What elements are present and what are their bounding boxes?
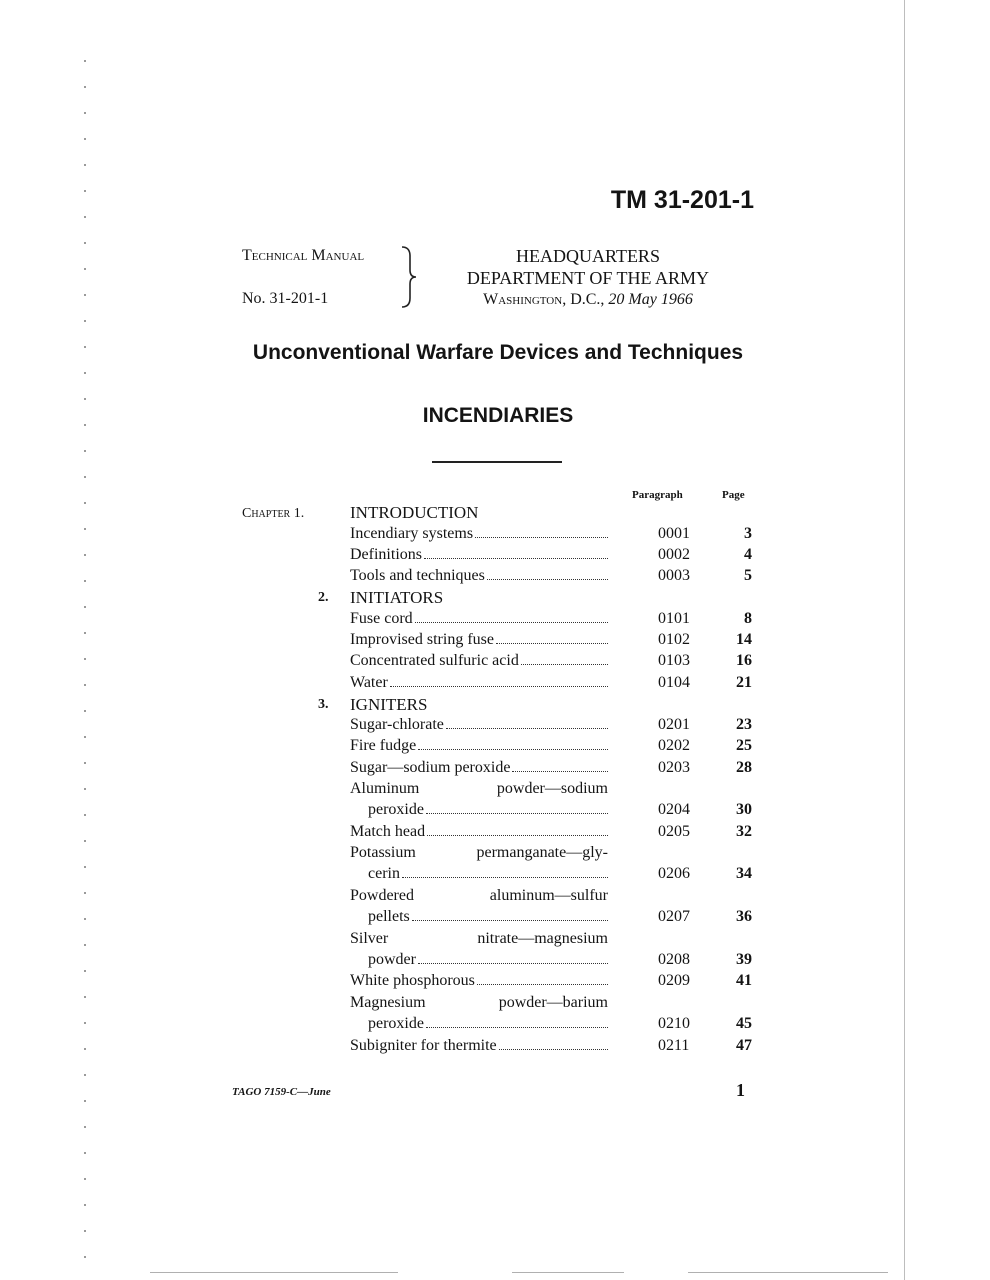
page-number: 30 bbox=[736, 801, 752, 818]
dot-leader bbox=[402, 865, 608, 878]
paragraph-number: 0103 bbox=[658, 652, 690, 669]
dot-leader bbox=[521, 652, 608, 665]
toc-entry[interactable] bbox=[350, 823, 608, 841]
location: Washington, D.C., bbox=[483, 291, 605, 308]
manual-number: No. 31-201-1 bbox=[242, 290, 329, 307]
document-subtitle: INCENDIARIES bbox=[422, 404, 574, 427]
page-number: 4 bbox=[744, 546, 752, 563]
footer-page-number: 1 bbox=[736, 1080, 745, 1100]
dot-leader bbox=[418, 737, 608, 750]
toc-entry[interactable] bbox=[350, 567, 608, 585]
page-number: 36 bbox=[736, 908, 752, 925]
paragraph-number: 0003 bbox=[658, 567, 690, 584]
paragraph-number: 0208 bbox=[658, 951, 690, 968]
manual-label: Technical Manual bbox=[242, 247, 365, 264]
dot-leader bbox=[487, 567, 608, 580]
dot-leader bbox=[412, 908, 608, 921]
paragraph-number: 0205 bbox=[658, 823, 690, 840]
toc-entry[interactable] bbox=[350, 525, 608, 543]
page-number: 16 bbox=[736, 652, 752, 669]
toc-entry-title-line1: Powdered aluminum—sulfur bbox=[350, 887, 608, 904]
page-number: 8 bbox=[744, 610, 752, 627]
toc-entry-title: Water bbox=[350, 674, 388, 691]
bottom-rule bbox=[688, 1272, 888, 1273]
bottom-rule bbox=[150, 1272, 398, 1273]
toc-entry[interactable] bbox=[368, 801, 608, 819]
column-header-page: Page bbox=[722, 489, 745, 501]
page-number: 41 bbox=[736, 972, 752, 989]
toc-entry[interactable] bbox=[350, 674, 608, 692]
binding-dots bbox=[84, 60, 86, 1260]
paragraph-number: 0001 bbox=[658, 525, 690, 542]
toc-entry-title: Concentrated sulfuric acid bbox=[350, 652, 519, 669]
toc-entry-title-line1: Potassium permanganate—gly- bbox=[350, 844, 608, 861]
toc-entry[interactable] bbox=[368, 908, 608, 926]
column-header-paragraph: Paragraph bbox=[632, 489, 683, 501]
page-number: 21 bbox=[736, 674, 752, 691]
toc-entry-title-line1: Magnesium powder—barium bbox=[350, 994, 608, 1011]
paragraph-number: 0104 bbox=[658, 674, 690, 691]
toc-entry[interactable] bbox=[368, 865, 608, 883]
dot-leader bbox=[475, 525, 608, 538]
toc-entry[interactable] bbox=[350, 1037, 608, 1055]
toc-entry[interactable] bbox=[350, 737, 608, 755]
headquarters-line: HEADQUARTERS bbox=[516, 246, 660, 266]
toc-entry-title: Definitions bbox=[350, 546, 422, 563]
department-line: DEPARTMENT OF THE ARMY bbox=[466, 268, 710, 288]
chapter-title: INITIATORS bbox=[350, 588, 444, 607]
page-number: 14 bbox=[736, 631, 752, 648]
paragraph-number: 0210 bbox=[658, 1015, 690, 1032]
dot-leader bbox=[499, 1037, 608, 1050]
toc-entry-title: Tools and techniques bbox=[350, 567, 485, 584]
paragraph-number: 0201 bbox=[658, 716, 690, 733]
dot-leader bbox=[512, 759, 608, 772]
page-number: 32 bbox=[736, 823, 752, 840]
toc-entry-title: Incendiary systems bbox=[350, 525, 474, 542]
toc-entry-title: Sugar-chlorate bbox=[350, 716, 444, 733]
toc-entry-title: Fire fudge bbox=[350, 737, 417, 754]
toc-entry-title: Fuse cord bbox=[350, 610, 413, 627]
page-number: 25 bbox=[736, 737, 752, 754]
paragraph-number: 0101 bbox=[658, 610, 690, 627]
toc-entry[interactable] bbox=[350, 972, 608, 990]
dot-leader bbox=[426, 1015, 608, 1028]
location-date-line bbox=[440, 291, 736, 309]
dot-leader bbox=[427, 823, 608, 836]
toc-entry-title: powder bbox=[368, 951, 416, 968]
brace-icon bbox=[400, 246, 422, 308]
toc-entry[interactable] bbox=[368, 1015, 608, 1033]
dot-leader bbox=[418, 951, 608, 964]
toc-entry[interactable] bbox=[368, 951, 608, 969]
page-number: 28 bbox=[736, 759, 752, 776]
paragraph-number: 0211 bbox=[658, 1037, 690, 1054]
title-rule bbox=[432, 461, 562, 463]
page-edge-line bbox=[904, 0, 905, 1280]
bottom-rule bbox=[512, 1272, 624, 1273]
dot-leader bbox=[426, 801, 608, 814]
dot-leader bbox=[390, 674, 608, 687]
page-number: 47 bbox=[736, 1037, 752, 1054]
toc-entry-title: peroxide bbox=[368, 1015, 424, 1032]
toc-entry[interactable] bbox=[350, 546, 608, 564]
dot-leader bbox=[446, 716, 608, 729]
toc-entry-title: Match head bbox=[350, 823, 426, 840]
toc-entry-title: Subigniter for thermite bbox=[350, 1037, 497, 1054]
chapter-title: INTRODUCTION bbox=[350, 503, 479, 522]
chapter-label: 2. bbox=[318, 590, 329, 605]
document-title: Unconventional Warfare Devices and Techniques bbox=[252, 341, 744, 364]
paragraph-number: 0202 bbox=[658, 737, 690, 754]
toc-entry[interactable] bbox=[350, 631, 608, 649]
toc-entry-title: Improvised string fuse bbox=[350, 631, 494, 648]
toc-entry[interactable] bbox=[350, 716, 608, 734]
paragraph-number: 0204 bbox=[658, 801, 690, 818]
page-number: 5 bbox=[744, 567, 752, 584]
toc-entry[interactable] bbox=[350, 652, 608, 670]
dot-leader bbox=[424, 546, 608, 559]
paragraph-number: 0206 bbox=[658, 865, 690, 882]
dot-leader bbox=[496, 631, 608, 644]
footer-code: TAGO 7159-C—June bbox=[232, 1086, 331, 1098]
page-number: 45 bbox=[736, 1015, 752, 1032]
page-number: 3 bbox=[744, 525, 752, 542]
toc-entry-title: White phosphorous bbox=[350, 972, 475, 989]
chapter-label: Chapter 1. bbox=[242, 506, 305, 521]
toc-entry-title: Sugar—sodium peroxide bbox=[350, 759, 511, 776]
paragraph-number: 0002 bbox=[658, 546, 690, 563]
paragraph-number: 0203 bbox=[658, 759, 690, 776]
chapter-label: 3. bbox=[318, 697, 329, 712]
document-number: TM 31-201-1 bbox=[610, 186, 754, 214]
chapter-title: IGNITERS bbox=[350, 695, 428, 714]
paragraph-number: 0102 bbox=[658, 631, 690, 648]
toc-entry-title: pellets bbox=[368, 908, 410, 925]
toc-entry[interactable] bbox=[350, 610, 608, 628]
toc-entry[interactable] bbox=[350, 759, 608, 777]
toc-entry-title: cerin bbox=[368, 865, 400, 882]
issue-date: 20 May 1966 bbox=[608, 291, 693, 308]
paragraph-number: 0207 bbox=[658, 908, 690, 925]
page-number: 23 bbox=[736, 716, 752, 733]
toc-entry-title-line1: Silver nitrate—magnesium bbox=[350, 930, 608, 947]
dot-leader bbox=[415, 610, 608, 623]
page-number: 39 bbox=[736, 951, 752, 968]
toc-entry-title-line1: Aluminum powder—sodium bbox=[350, 780, 608, 797]
toc-entry-title: peroxide bbox=[368, 801, 424, 818]
paragraph-number: 0209 bbox=[658, 972, 690, 989]
page-number: 34 bbox=[736, 865, 752, 882]
dot-leader bbox=[477, 972, 608, 985]
